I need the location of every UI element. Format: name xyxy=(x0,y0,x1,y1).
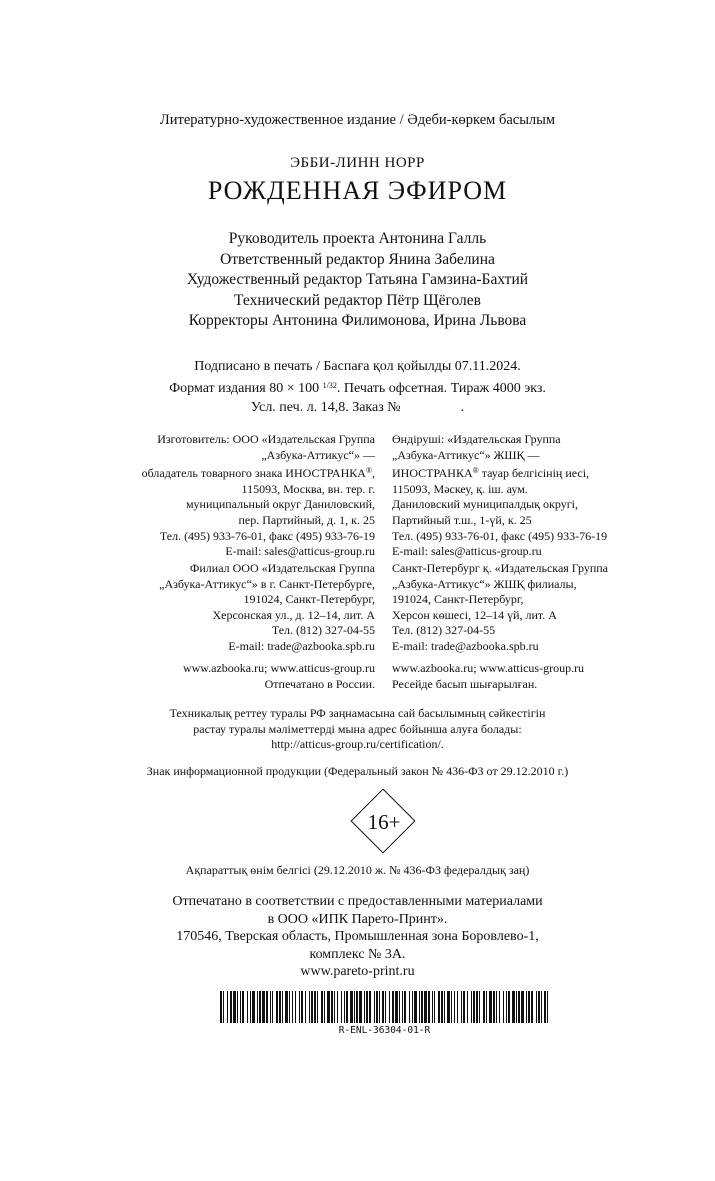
info-sign-label: Знак информационной продукции (Федеральный закон № 436-ФЗ от 29.12.2010 г.) xyxy=(146,764,569,778)
sheets-text: Усл. печ. л. 14,8. Заказ № xyxy=(250,400,401,415)
branch-ru-line: Херсонская ул., д. 12–14, лит. А xyxy=(212,607,375,622)
manufacturer-ru-email: E-mail: sales@atticus-group.ru xyxy=(225,544,375,559)
manufacturer-kz-phone: Тел. (495) 933-76-01, факс (495) 933-76-19 xyxy=(392,528,608,543)
branch-kz-line: „Азбука-Аттикус“» ЖШҚ филиалы, xyxy=(392,576,577,591)
printed-in-russia-kz: Ресейде басып шығарылған. xyxy=(392,676,538,691)
manufacturer-kz-line: Өндіруші: «Издательская Группа xyxy=(392,432,561,446)
certification-url: http://atticus-group.ru/certification/. xyxy=(271,737,444,752)
barcode xyxy=(220,991,549,1023)
branch-kz-line: Санкт-Петербург қ. «Издательская Группа xyxy=(392,561,608,575)
branch-ru-phone: Тел. (812) 327-04-55 xyxy=(271,623,375,638)
manufacturer-ru-line: 115093, Москва, вн. тер. г. xyxy=(241,481,375,496)
branch-ru-line: 191024, Санкт-Петербург, xyxy=(243,592,375,607)
branch-kz xyxy=(392,561,608,655)
format-line xyxy=(0,376,715,398)
manufacturer-kz-line: Партийный т.ш., 1-үй, к. 25 xyxy=(392,512,532,527)
credit-line: Художественный редактор Татьяна Гамзина-Бахтий xyxy=(186,271,529,288)
publication-info xyxy=(0,357,715,417)
manufacturer-ru-phone: Тел. (495) 933-76-01, факс (495) 933-76-19 xyxy=(159,528,375,543)
format-text-end: . Печать офсетная. Тираж 4000 экз. xyxy=(336,381,546,396)
manufacturer-ru-line: муниципальный округ Даниловский, xyxy=(185,497,375,512)
manufacturer-ru-line: „Азбука-Аттикус“» — xyxy=(261,447,375,462)
sheets-line xyxy=(0,398,715,417)
book-title: РОЖДЕННАЯ ЭФИРОМ xyxy=(207,176,508,205)
manufacturer-ru-line: Изготовитель: ООО «Издательская Группа xyxy=(157,432,375,446)
manufacturer-ru-line: пер. Партийный, д. 1, к. 25 xyxy=(238,512,375,527)
trademark-text-end: , xyxy=(372,466,375,481)
format-text: Формат издания 80 × 100 xyxy=(169,381,323,396)
printer-url: www.pareto-print.ru xyxy=(300,964,415,979)
branch-kz-phone: Тел. (812) 327-04-55 xyxy=(392,623,496,638)
web-ru-links: www.azbooka.ru; www.atticus-group.ru xyxy=(182,661,375,675)
info-sign-kz-label: Ақпараттық өнім белгісі (29.12.2010 ж. № 436-ФЗ федералдық заң) xyxy=(185,863,530,877)
branch-ru-email: E-mail: trade@azbooka.spb.ru xyxy=(228,638,375,653)
registered-mark: ® xyxy=(365,466,372,476)
printer-block xyxy=(0,893,715,981)
manufacturer-ru xyxy=(142,432,375,560)
manufacturer-kz xyxy=(392,432,607,560)
branch-ru-line: Филиал ООО «Издательская Группа xyxy=(189,561,375,575)
certification-line: растау туралы мәліметтерді мына адрес бойынша алуға болады: xyxy=(193,721,522,736)
series-label: Литературно-художественное издание / Әдеби-көркем басылым xyxy=(159,112,556,128)
branch-kz-line: Херсон көшесі, 12–14 үй, лит. А xyxy=(392,607,557,622)
printer-line: Отпечатано в соответствии с предоставленными материалами xyxy=(172,894,543,909)
credit-line: Технический редактор Пётр Щёголев xyxy=(234,291,481,309)
credit-line: Ответственный редактор Янина Забелина xyxy=(220,250,495,268)
credits-block xyxy=(0,229,715,332)
branch-kz-email: E-mail: trade@azbooka.spb.ru xyxy=(392,638,539,653)
branch-ru xyxy=(159,561,375,655)
branch-kz-line: 191024, Санкт-Петербург, xyxy=(392,592,524,607)
trademark-text: ИНОСТРАНКА xyxy=(392,466,473,481)
web-kz-links: www.azbooka.ru; www.atticus-group.ru xyxy=(392,661,585,675)
age-rating-badge xyxy=(350,788,418,856)
credit-line: Корректоры Антонина Филимонова, Ирина Львова xyxy=(188,312,527,329)
web-ru xyxy=(183,661,375,692)
printer-line: комплекс № 3А. xyxy=(309,946,406,962)
trademark-text: обладатель товарного знака ИНОСТРАНКА xyxy=(141,466,366,481)
barcode-number: R-ENL-36304-01-R xyxy=(338,1025,431,1036)
web-kz xyxy=(392,661,584,692)
certification-block xyxy=(0,706,715,753)
age-rating: 16+ xyxy=(367,810,401,834)
printer-line: 170546, Тверская область, Промышленная зона Боровлево-1, xyxy=(176,929,539,944)
signed-line: Подписано в печать / Баспаға қол қойылды 07.11.2024. xyxy=(194,359,521,374)
format-fraction: 1/32 xyxy=(322,381,337,390)
manufacturer-kz-line: 115093, Мәскеу, қ. іш. аум. xyxy=(392,481,528,496)
manufacturer-ru-line xyxy=(142,463,375,482)
registered-mark: ® xyxy=(472,466,479,476)
sheets-end: . xyxy=(460,400,465,415)
printer-line: в ООО «ИПК Парето-Принт». xyxy=(267,911,448,927)
author-name: ЭББИ-ЛИНН НОРР xyxy=(290,155,425,171)
trademark-text-end: тауар белгісінің иесі, xyxy=(478,466,590,481)
manufacturer-kz-email: E-mail: sales@atticus-group.ru xyxy=(392,544,542,559)
manufacturer-kz-line: „Азбука-Аттикус“» ЖШҚ — xyxy=(392,447,540,462)
credit-line: Руководитель проекта Антонина Галль xyxy=(228,230,487,247)
manufacturer-kz-line: Даниловский муниципалдық округі, xyxy=(392,497,578,512)
branch-ru-line: „Азбука-Аттикус“» в г. Санкт-Петербурге, xyxy=(159,576,375,591)
printed-in-russia: Отпечатано в России. xyxy=(264,676,375,691)
manufacturer-kz-line xyxy=(392,463,607,482)
certification-line: Техникалық реттеу туралы РФ заңнамасына сай басылымның сәйкестігін xyxy=(169,706,546,720)
